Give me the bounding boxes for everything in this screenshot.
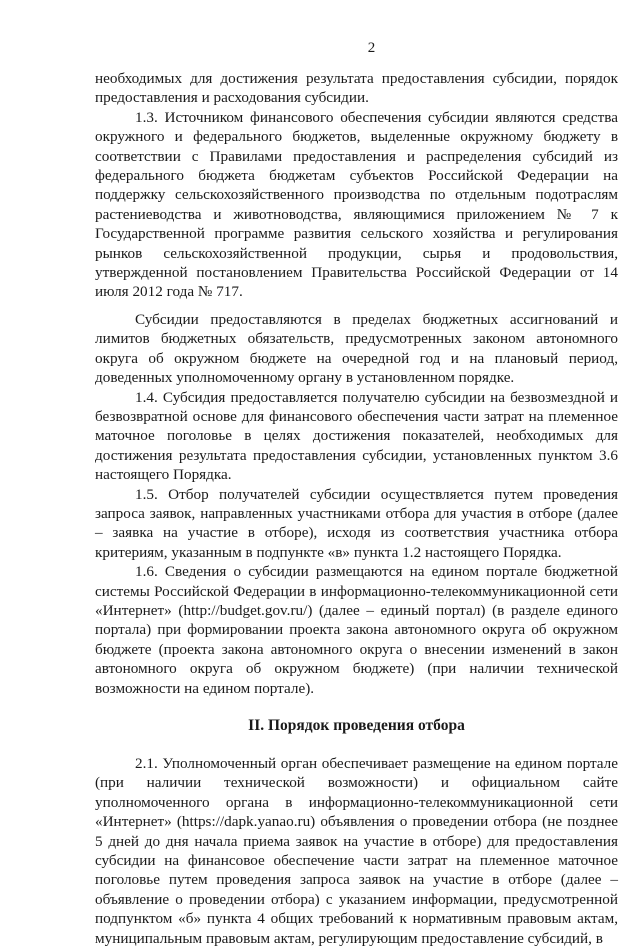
paragraph-1-3: 1.3. Источником финансового обеспечения субсидии являются средства окружного и федерального бюджетов, выделенные окружному бюджету в соответствии с Правилами предоставления и распределения субсидий из федерального бюджета бюджетам субъектов Российской Федерации на поддержку сельскохозяйственного производства по отдельным подотраслям растениеводства и животноводства, являющимися приложением № 7 к Государственной программе развития сельского хозяйства и регулирования рынков сельскохозяйственной продукции, сырья и продовольствия, утвержденной постановлением Правительства Российской Федерации от 14 июля 2012 года № 717. [95, 108, 618, 301]
paragraph-1-4: 1.4. Субсидия предоставляется получателю субсидии на безвозмездной и безвозвратной основе для финансового обеспечения части затрат на племенное маточное поголовье в целях достижения показателей, необходимых для достижения результата предоставления субсидии, установленных пунктом 3.6 настоящего Порядка. [95, 388, 618, 484]
paragraph-1-6: 1.6. Сведения о субсидии размещаются на едином портале бюджетной системы Российской Федерации в информационно-телекоммуникационной сети «Интернет» (http://budget.gov.ru/) (далее – единый портал) (в разделе единого портала) при формировании проекта закона автономного округа об окружном бюджете (проекта закона автономного округа о внесении изменений в закон автономного округа об окружном бюджете) (при наличии технической возможности на едином портале). [95, 563, 618, 697]
paragraph-2-1: 2.1. Уполномоченный орган обеспечивает размещение на едином портале (при наличии технической возможности) и официальном сайте уполномоченного органа в информационно-телекоммуникационной сети «Интернет» (https://dapk.yanao.ru) объявления о проведении отбора (не позднее 5 дней до дня начала приема заявок на участие в отборе) для предоставления субсидии на финансовое обеспечение части затрат на племенное маточное поголовье путем проведения запроса заявок на участие в отборе (далее – объявление о проведении отбора) с указанием информации, предусмотренной подпунктом «б» пункта 4 общих требований к нормативным правовым актам, муниципальным правовым актам, регулирующим предоставление субсидий, в [95, 755, 618, 947]
paragraph-subsidy-limits: Субсидии предоставляются в пределах бюджетных ассигнований и лимитов бюджетных обязательств, предусмотренных законом автономного округа об окружном бюджете на очередной год и на плановый период, доведенных уполномоченному органу в установленном порядке. [95, 310, 618, 387]
paragraph-1-5: 1.5. Отбор получателей субсидии осуществляется путем проведения запроса заявок, направленных участниками отбора для участия в отборе (далее – заявка на участие в отборе), исходя из соответствия участника отбора критериям, указанным в подпункте «в» пункта 1.2 настоящего Порядка. [95, 485, 618, 561]
paragraph-continuation: необходимых для достижения результата предоставления субсидии, порядок предоставления и расходования субсидии. [95, 70, 618, 107]
section-heading: II. Порядок проведения отбора [248, 717, 465, 734]
page-number: 2 [367, 40, 376, 56]
